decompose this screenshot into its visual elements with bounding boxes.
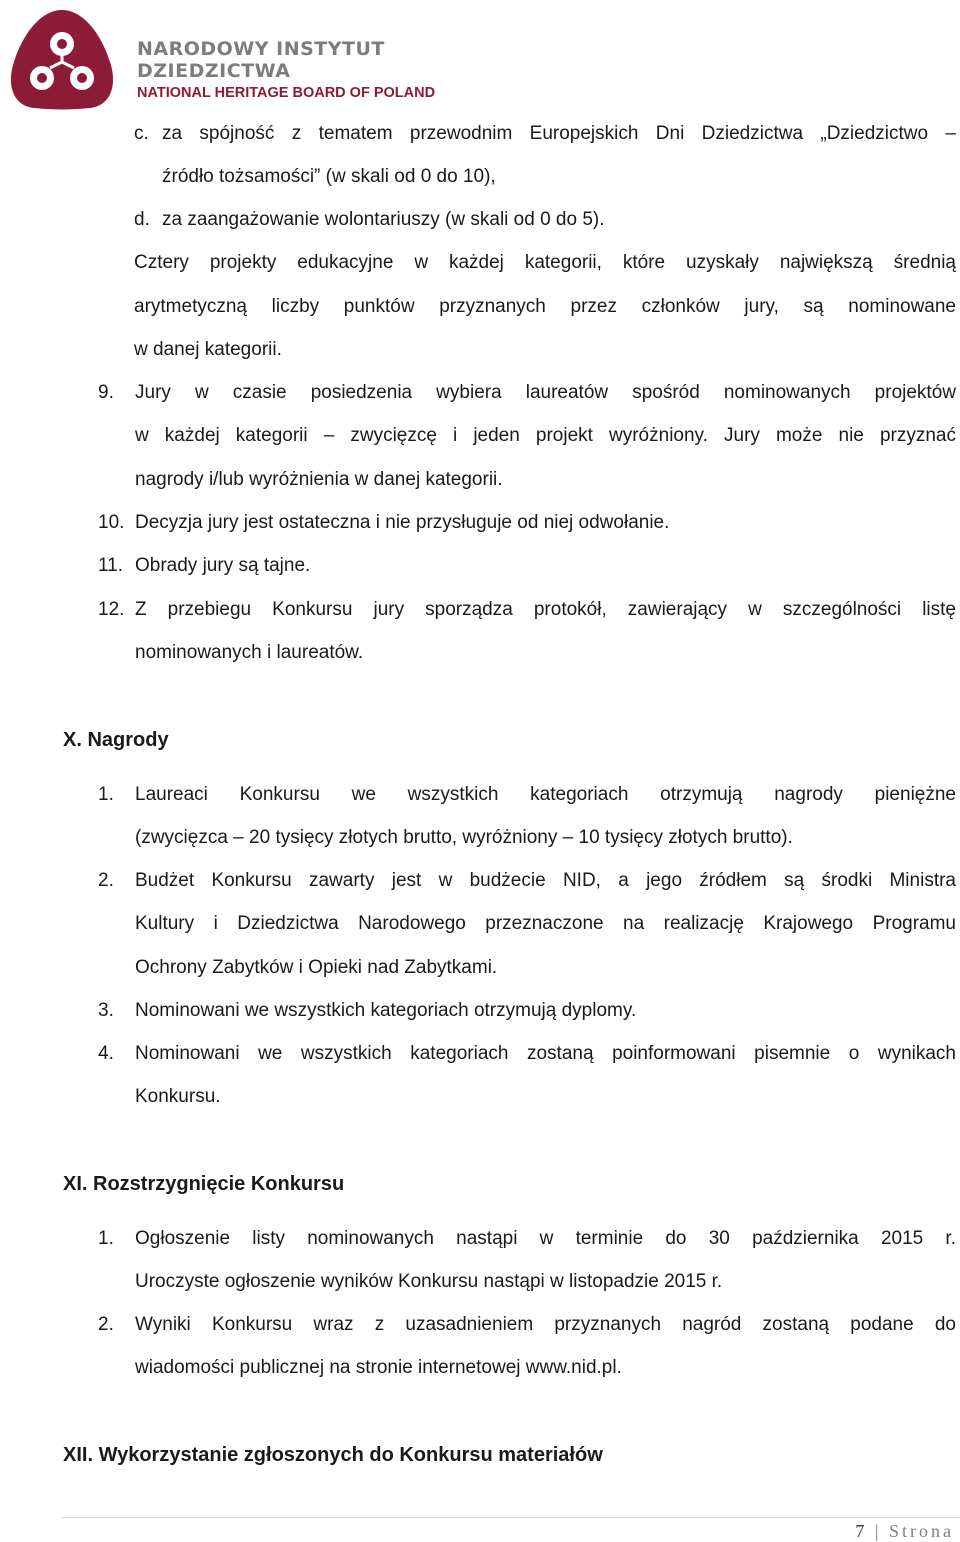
item-text-line: Obrady jury są tajne. xyxy=(135,555,311,576)
item-number: 1. xyxy=(98,1228,114,1249)
section-x-item-3 xyxy=(0,996,960,1026)
section-x-item-2-cont xyxy=(0,909,960,939)
section-heading: XI. Rozstrzygnięcie Konkursu xyxy=(63,1173,345,1195)
item-number: 12. xyxy=(98,599,125,620)
item-text-line: Jury w czasie posiedzenia wybiera laureatów spośród nominowanych projektów xyxy=(135,382,956,403)
item-text-line: Laureaci Konkursu we wszystkich kategoriach otrzymują nagrody pieniężne xyxy=(135,784,956,805)
item-text-line: Kultury i Dziedzictwa Narodowego przeznaczone na realizację Krajowego Programu xyxy=(135,913,956,934)
section-x-item-1-cont xyxy=(0,823,960,853)
list-item-c xyxy=(0,119,960,149)
paragraph-line xyxy=(0,248,960,278)
footer-divider xyxy=(62,1517,960,1518)
section-heading: X. Nagrody xyxy=(63,729,169,751)
item-number: 2. xyxy=(98,870,114,891)
section-heading-xii xyxy=(0,1440,960,1470)
item-text-line: nominowanych i laureatów. xyxy=(135,642,364,663)
page-label: Strona xyxy=(889,1521,954,1541)
trefoil-circles-logo xyxy=(6,6,118,112)
section-xi-item-2-cont xyxy=(0,1353,960,1383)
item-number: 1. xyxy=(98,784,114,805)
logo-wordmark xyxy=(137,38,435,103)
paragraph-text: w danej kategorii. xyxy=(134,339,282,360)
item-text-line: wiadomości publicznej na stronie internetowej www.nid.pl. xyxy=(135,1357,622,1378)
item-number: 10. xyxy=(98,512,125,533)
paragraph-line xyxy=(0,335,960,365)
item-text-line: nagrody i/lub wyróżnienia w danej kategorii. xyxy=(135,469,503,490)
item-text-line: Wyniki Konkursu wraz z uzasadnieniem przyznanych nagród zostaną podane do xyxy=(135,1314,956,1335)
page-number-footer xyxy=(855,1521,954,1542)
list-item-d xyxy=(0,205,960,235)
item-text-line: za spójność z tematem przewodnim Europejskich Dni Dziedzictwa „Dziedzictwo – xyxy=(162,123,956,144)
paragraph-line xyxy=(0,292,960,322)
item-text-line: Ogłoszenie listy nominowanych nastąpi w terminie do 30 października 2015 r. xyxy=(135,1228,956,1249)
item-text-line: Z przebiegu Konkursu jury sporządza protokół, zawierający w szczególności listę xyxy=(135,599,956,620)
list-item-9 xyxy=(0,378,960,408)
section-heading: XII. Wykorzystanie zgłoszonych do Konkursu materiałów xyxy=(63,1444,603,1466)
page-separator: | xyxy=(874,1521,882,1541)
item-marker: c. xyxy=(134,123,149,144)
paragraph-text: Cztery projekty edukacyjne w każdej kategorii, które uzyskały największą średnią xyxy=(134,252,956,273)
section-x-item-1 xyxy=(0,780,960,810)
section-x-item-4-cont xyxy=(0,1082,960,1112)
item-number: 3. xyxy=(98,1000,114,1021)
item-text-line: w każdej kategorii – zwycięzcę i jeden projekt wyróżniony. Jury może nie przyznać xyxy=(135,425,956,446)
page-header xyxy=(0,0,960,118)
item-text-line: Nominowani we wszystkich kategoriach zostaną poinformowani pisemnie o wynikach xyxy=(135,1043,956,1064)
item-text-line: Budżet Konkursu zawarty jest w budżecie NID, a jego źródłem są środki Ministra xyxy=(135,870,956,891)
page-number: 7 xyxy=(855,1521,868,1541)
item-number: 2. xyxy=(98,1314,114,1335)
item-text-line: Decyzja jury jest ostateczna i nie przysługuje od niej odwołanie. xyxy=(135,512,670,533)
item-number: 9. xyxy=(98,382,114,403)
logo-line-3: NATIONAL HERITAGE BOARD OF POLAND xyxy=(137,85,436,101)
item-text-line: Uroczyste ogłoszenie wyników Konkursu nastąpi w listopadzie 2015 r. xyxy=(135,1271,723,1292)
section-xi-item-1-cont xyxy=(0,1267,960,1297)
item-text-line: Konkursu. xyxy=(135,1086,221,1107)
item-number: 4. xyxy=(98,1043,114,1064)
item-text-line: Ochrony Zabytków i Opieki nad Zabytkami. xyxy=(135,957,498,978)
section-heading-xi xyxy=(0,1169,960,1199)
section-x-item-4 xyxy=(0,1039,960,1069)
list-item-12-cont xyxy=(0,638,960,668)
logo-line-2: DZIEDZICTWA xyxy=(137,60,291,82)
section-x-item-2-cont xyxy=(0,953,960,983)
list-item-10 xyxy=(0,508,960,538)
list-item-9-cont xyxy=(0,465,960,495)
section-heading-x xyxy=(0,725,960,755)
section-xi-item-1 xyxy=(0,1224,960,1254)
list-item-12 xyxy=(0,595,960,625)
item-number: 11. xyxy=(98,555,124,576)
section-x-item-2 xyxy=(0,866,960,896)
item-text-line: (zwycięzca – 20 tysięcy złotych brutto, wyróżniony – 10 tysięcy złotych brutto). xyxy=(135,827,793,848)
item-text-line: Nominowani we wszystkich kategoriach otrzymują dyplomy. xyxy=(135,1000,637,1021)
list-item-9-cont xyxy=(0,421,960,451)
item-text-line: za zaangażowanie wolontariuszy (w skali od 0 do 5). xyxy=(162,209,605,230)
item-text-line: źródło tożsamości” (w skali od 0 do 10), xyxy=(162,166,496,187)
paragraph-text: arytmetyczną liczby punktów przyznanych przez członków jury, są nominowane xyxy=(134,296,956,317)
item-marker: d. xyxy=(134,209,150,230)
list-item-11 xyxy=(0,551,960,581)
list-item-c-cont xyxy=(0,162,960,192)
logo-line-1: NARODOWY INSTYTUT xyxy=(137,38,385,60)
section-xi-item-2 xyxy=(0,1310,960,1340)
